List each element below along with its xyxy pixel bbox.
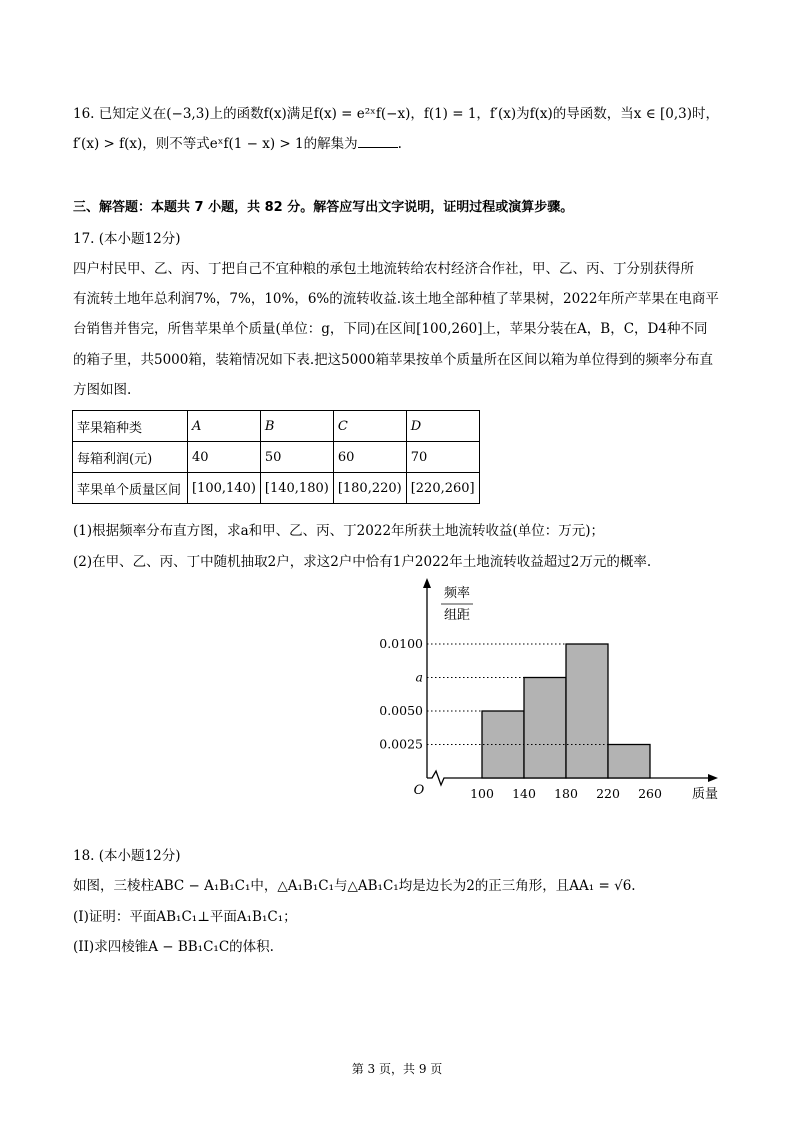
q16-line2-end: .	[397, 136, 402, 152]
histogram-bar	[524, 678, 566, 779]
q18-line3: (II)求四棱锥A − BB₁C₁C的体积.	[73, 939, 274, 955]
table-cell: [180,220)	[333, 473, 406, 504]
q18-line1: 如图，三棱柱ABC − A₁B₁C₁中，△A₁B₁C₁与△AB₁C₁均是边长为2的正三角形，且AA₁ = √6.	[73, 878, 636, 894]
table-cell: B	[260, 411, 333, 442]
page-footer: 第 3 页，共 9 页	[351, 1062, 443, 1076]
table-cell: [220,260]	[406, 473, 479, 504]
x-tick-label: 220	[596, 786, 620, 801]
x-axis-label: 质量	[691, 787, 719, 802]
q16-line1: 16. 已知定义在(−3,3)上的函数f(x)满足f(x) = e²ˣf(−x)，f(1) = 1，f′(x)为f(x)的导函数，当x ∈ [0,3)时，	[73, 106, 719, 122]
table-cell: [100,140)	[188, 473, 261, 504]
origin-label: O	[413, 783, 425, 798]
table-cell: A	[188, 411, 261, 442]
table-row	[73, 411, 480, 442]
y-axis-arrow-icon	[423, 578, 431, 588]
table-cell: D	[406, 411, 479, 442]
table-cell: 60	[333, 442, 406, 473]
table-cell: 每箱利润(元)	[73, 442, 188, 473]
y-tick-label: a	[415, 669, 423, 685]
table-cell: 70	[406, 442, 479, 473]
x-tick-label: 140	[512, 786, 536, 801]
apple-box-table	[72, 410, 480, 504]
q17-sub2: (2)在甲、乙、丙、丁中随机抽取2户，求这2户中恰有1户2022年土地流转收益超过2万元的概率.	[73, 554, 652, 570]
y-axis-label-top: 频率	[443, 586, 471, 601]
table-row	[73, 442, 480, 473]
q18-header: 18. (本小题12分)	[73, 848, 181, 864]
x-tick-label: 260	[638, 786, 662, 801]
x-tick-label: 180	[554, 786, 578, 801]
q17-para-line: 台销售并售完，所售苹果单个质量(单位：g，下同)在区间[100,260]上，苹果分装在A，B，C，D4种不同	[73, 321, 708, 337]
y-tick-label: 0.0050	[379, 703, 423, 718]
q17-para-line: 有流转土地年总利润7%，7%，10%，6%的流转收益.该土地全部种植了苹果树，2022年所产苹果在电商平	[73, 291, 719, 307]
answer-blank	[358, 135, 398, 148]
q16-line2-text: f′(x) > f(x)，则不等式eˣf(1 − x) > 1的解集为	[73, 136, 358, 152]
q16-line2	[73, 134, 402, 154]
histogram-bar	[608, 745, 650, 779]
table-cell: C	[333, 411, 406, 442]
frequency-histogram	[370, 574, 730, 810]
x-axis-arrow-icon	[708, 774, 718, 782]
section-3-heading: 三、解答题：本题共 7 小题，共 82 分。解答应写出文字说明，证明过程或演算步骤。	[73, 200, 574, 215]
y-tick-label: 0.0100	[379, 636, 423, 651]
q18-line2: (I)证明：平面AB₁C₁⊥平面A₁B₁C₁；	[73, 909, 297, 925]
q17-para-line: 四户村民甲、乙、丙、丁把自己不宜种粮的承包土地流转给农村经济合作社，甲、乙、丙、丁分别获得所	[73, 261, 694, 277]
table-cell: 40	[188, 442, 261, 473]
table-cell: [140,180)	[260, 473, 333, 504]
q17-para-line: 的箱子里，共5000箱，装箱情况如下表.把这5000箱苹果按单个质量所在区间以箱为单位得到的频率分布直	[73, 352, 714, 368]
y-tick-label: 0.0025	[379, 736, 423, 752]
histogram-bar	[566, 644, 608, 778]
q17-para-line: 方图如图.	[73, 382, 132, 398]
q17-header: 17. (本小题12分)	[73, 231, 181, 247]
table-cell: 苹果单个质量区间	[73, 473, 188, 504]
table-cell: 苹果箱种类	[73, 411, 188, 442]
q17-sub1: (1)根据频率分布直方图，求a和甲、乙、丙、丁2022年所获土地流转收益(单位：万元)；	[73, 523, 605, 539]
table-row	[73, 473, 480, 504]
table-cell: 50	[260, 442, 333, 473]
y-axis-label-bottom: 组距	[443, 608, 471, 623]
x-tick-label: 100	[470, 786, 494, 801]
